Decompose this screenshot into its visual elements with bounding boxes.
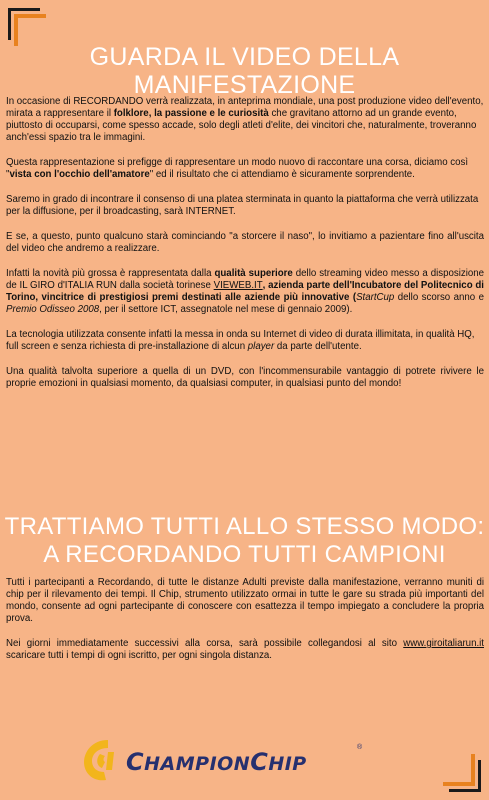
corner-bracket-bottom-right <box>443 754 481 792</box>
text-bold: , azienda parte dell'Incubatore del Politecnico di Torino, vincitrice di prestigiosi premi destinati alle aziende più innovative ( <box>6 280 484 303</box>
championchip-emblem-icon <box>78 734 122 786</box>
text: In occasione di RECORDANDO verrà realizzata, in anteprima mondiale, una post produzione video dell'evento, mirata a rappresentare il <box>6 96 484 119</box>
paragraph: Tutti i partecipanti a Recordando, di tutte le distanze Adulti previste dalla manifestazione, verranno muniti di chip per il rilevamento dei tempi. Il Chip, strumento utilizzato ormai in tutte le gare su strada più importanti del mondo, consente ad ogni partecipante di conoscere con esattezza il tempo impiegato a concludere la propria prova. <box>6 577 484 624</box>
paragraph: Una qualità talvolta superiore a quella di un DVD, con l'incommensurabile vantaggio di potrete rivivere le proprie emozioni in qualsiasi momento, da qualsiasi computer, in qualsiasi punto del mondo! <box>6 366 484 389</box>
paragraph: Saremo in grado di incontrare il consenso di una platea sterminata in quanto la piattaforma che verrà utilizzata per la diffusione, per il broadcasting, sarà INTERNET. <box>6 194 479 217</box>
section-video-body <box>6 96 484 403</box>
section-title-video <box>0 43 489 99</box>
text-bold: vista con l'occhio dell'amatore <box>9 169 150 180</box>
paragraph: E se, a questo, punto qualcuno starà cominciando "a storcere il naso", lo invitiamo a pazientare fino all'uscita del video che andremo a realizzare. <box>6 231 484 254</box>
paragraph <box>6 638 484 662</box>
text-italic: StartCup <box>356 292 395 303</box>
vieweb-link[interactable]: VIEWEB.IT <box>213 280 263 291</box>
giroitaliarun-link[interactable]: www.giroitaliarun.it <box>403 638 484 649</box>
championchip-logo <box>78 730 398 790</box>
text-bold: folklore, la passione e le curiosità <box>113 108 269 119</box>
text: , per il settore ICT, assegnatole nel mese di gennaio 2009). <box>99 304 353 315</box>
logo-letters: HAMPION <box>144 753 251 775</box>
text: da parte dell'utente. <box>274 341 362 352</box>
text: che gravitano attorno ad un grande evento, piuttosto di occuparsi, come spesso accade, solo degli atleti d'elite, dei vincitori che, naturalmente, troveranno anch'essi spazio tra le immagini. <box>6 108 477 143</box>
championchip-wordmark <box>126 748 307 776</box>
paragraph <box>6 329 484 353</box>
text: Questa rappresentazione si prefigge di rappresentare un modo nuovo di raccontare una corsa, diciamo così " <box>6 157 469 180</box>
text: dello scorso anno e <box>394 292 484 303</box>
logo-letters: HIP <box>268 753 307 775</box>
text: La tecnologia utilizzata consente infatti la messa in onda su Internet di video di durata illimitata, in qualità HQ, full screen e senza richiesta di pre-installazione di alcun <box>6 329 475 352</box>
section-campioni-body <box>6 577 484 675</box>
title-line: MANIFESTAZIONE <box>133 71 356 99</box>
title-line: GUARDA IL VIDEO DELLA <box>89 43 400 71</box>
paragraph <box>6 268 484 316</box>
text-italic: player <box>247 341 275 352</box>
text: scaricare tutti i tempi di ogni iscritto, per ogni singola distanza. <box>6 650 272 661</box>
title-line: TRATTIAMO TUTTI ALLO STESSO MODO: <box>4 513 485 540</box>
text: Nei giorni immediatamente successivi alla corsa, sarà possibile collegandosi al sito <box>6 638 404 649</box>
text: Infatti la novità più grossa è rappresentata dalla <box>6 268 215 279</box>
text: dello streaming video messo a disposizione de IL GIRO d'ITALIA RUN dalla società torinese <box>6 268 485 291</box>
text-bold: qualità superiore <box>214 268 293 279</box>
logo-letter: C <box>250 748 269 776</box>
registered-mark: ® <box>357 744 363 751</box>
title-line: A RECORDANDO TUTTI CAMPIONI <box>43 541 446 568</box>
text-italic: Premio Odisseo 2008 <box>6 304 100 315</box>
paragraph <box>6 157 484 181</box>
paragraph <box>6 96 484 144</box>
text: " ed il risultato che ci attendiamo è sicuramente sorprendente. <box>149 169 415 180</box>
logo-letter: C <box>126 748 145 776</box>
section-title-campioni <box>0 513 489 569</box>
